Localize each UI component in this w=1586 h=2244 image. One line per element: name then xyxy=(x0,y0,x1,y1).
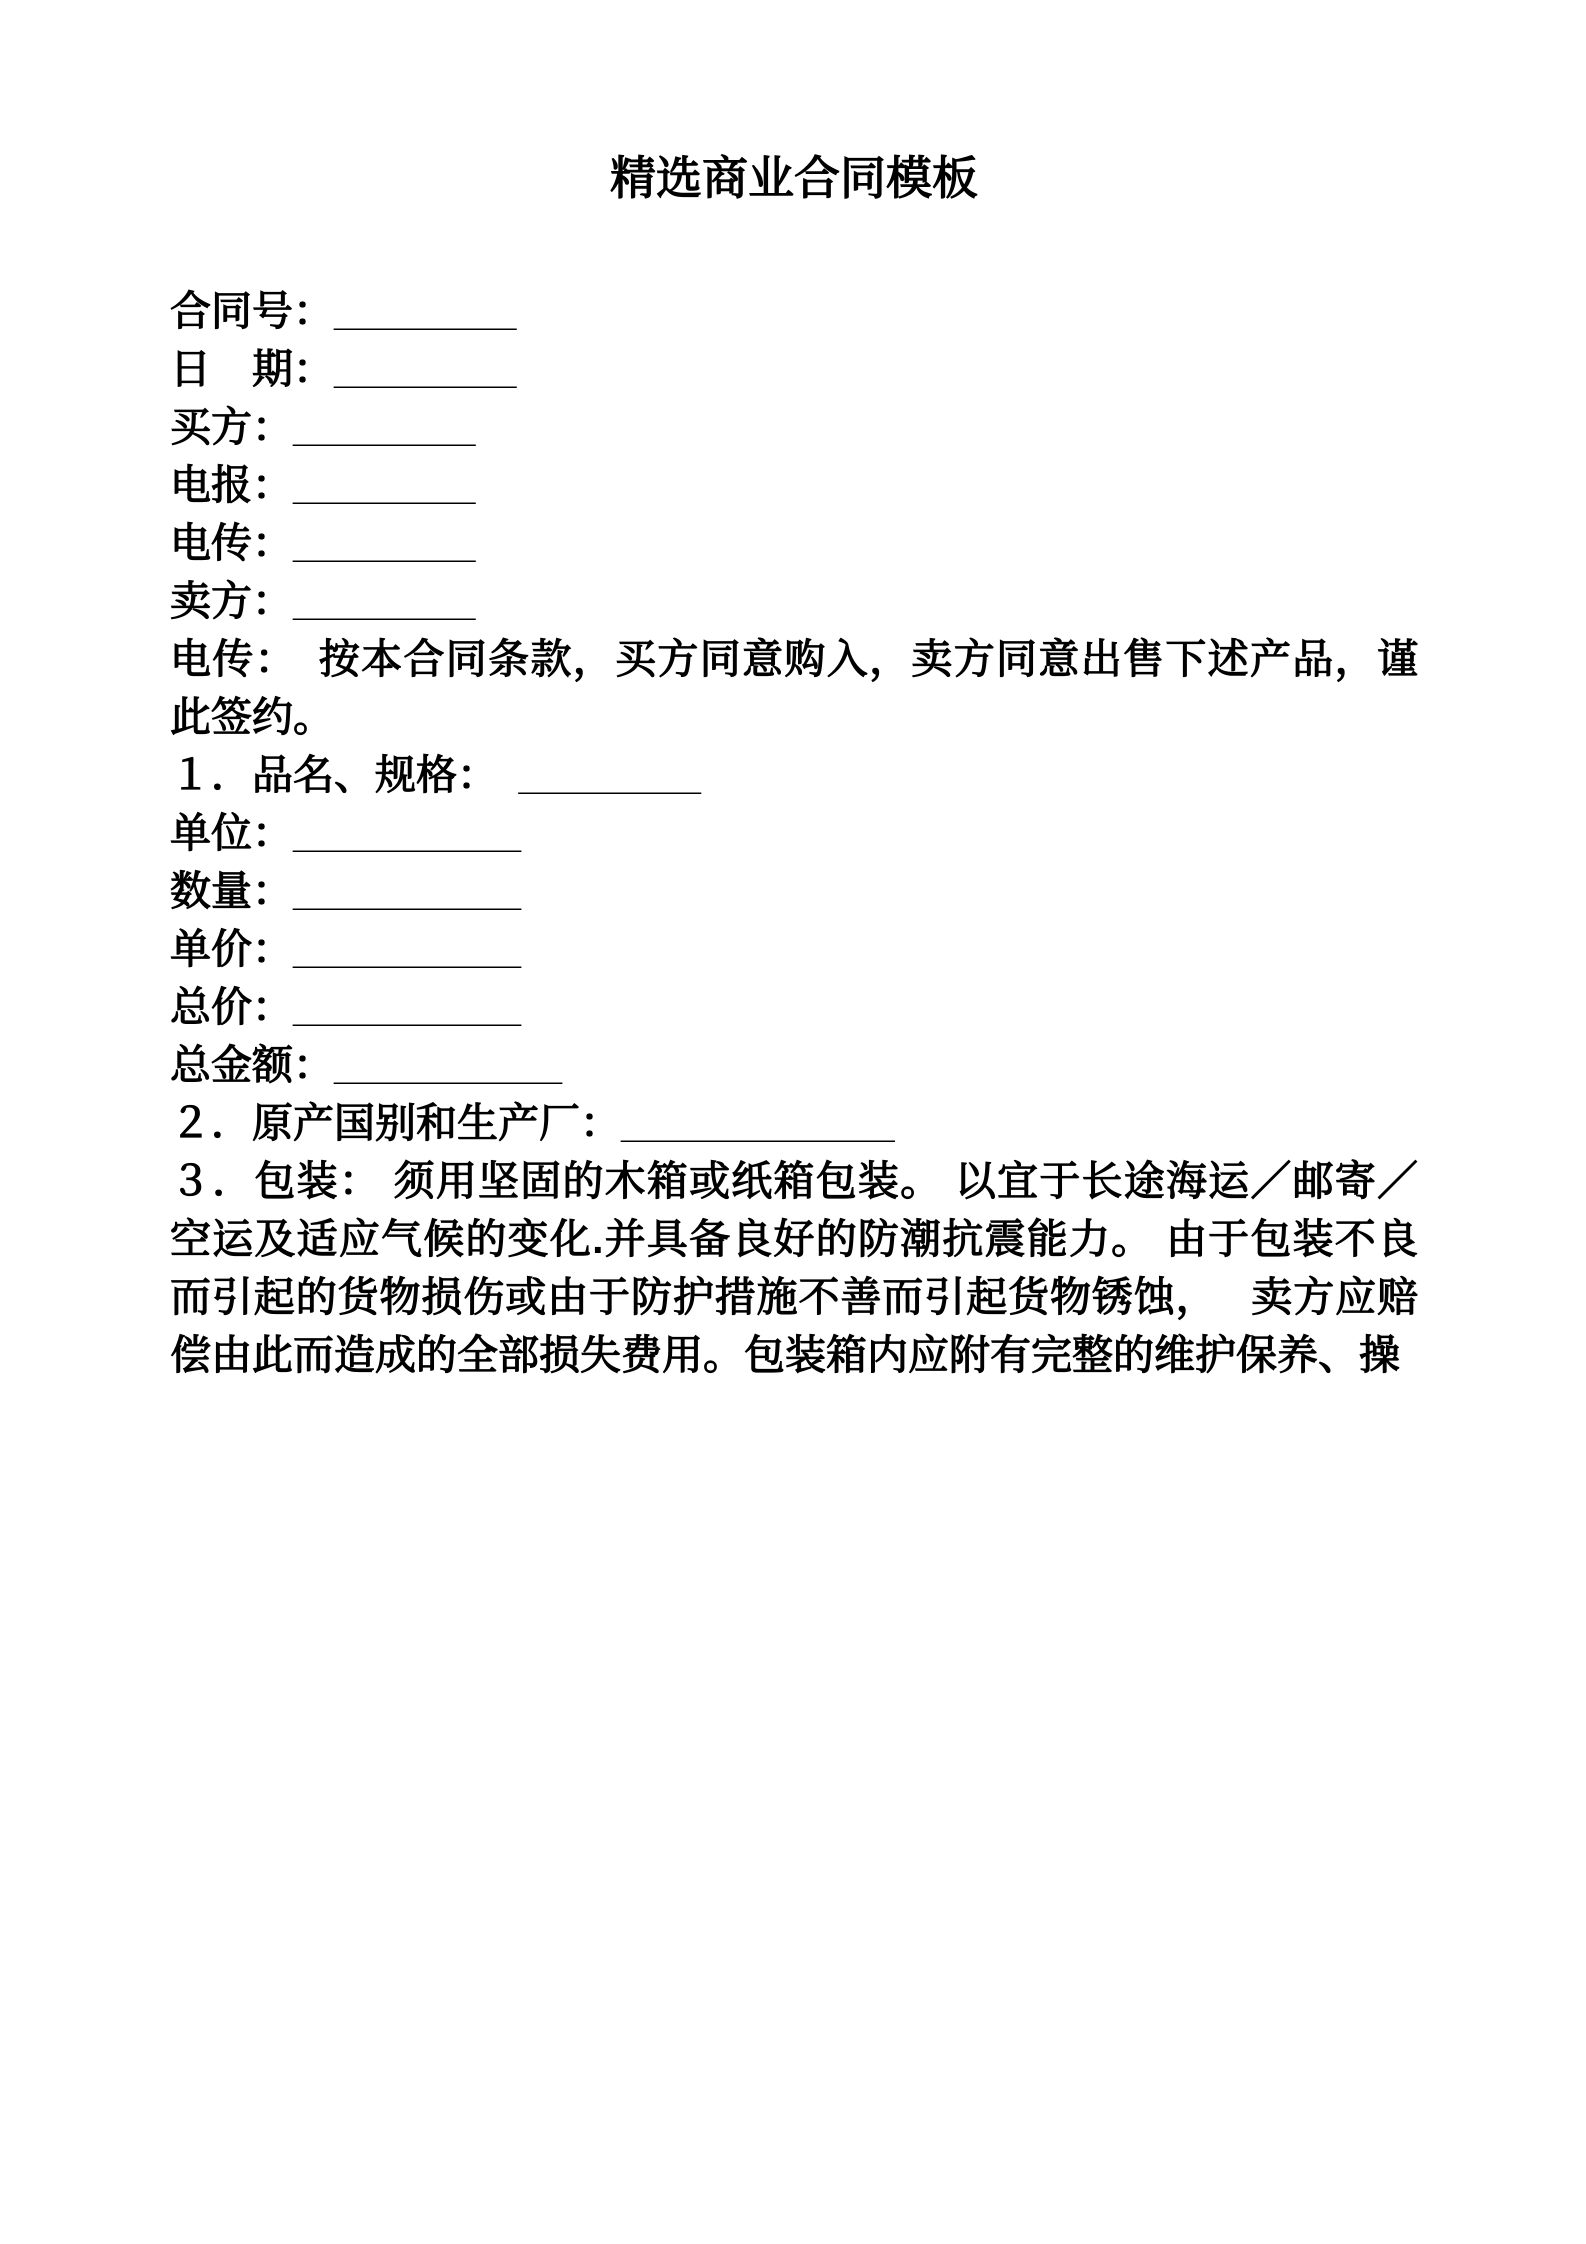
field-total-amount: 总金额：__________ xyxy=(170,1042,563,1088)
field-telex: 电传：________ xyxy=(170,520,476,566)
field-total-price: 总价：__________ xyxy=(170,984,522,1030)
field-cable: 电报：________ xyxy=(170,462,476,508)
clause-3-packing: ３．包装： 须用坚固的木箱或纸箱包装。 以宜于长途海运／邮寄／空运及适应气候的变化.并具备良好的防潮抗震能力。 由于包装不良而引起的货物损伤或由于防护措施不善而引起货物锈蚀， 卖方应赔偿由此而造成的全部损失费用。包装箱内应附有完整的维护保养、操 xyxy=(170,1158,1418,1378)
field-unit: 单位：__________ xyxy=(170,810,522,856)
field-unit-price: 单价：__________ xyxy=(170,926,522,972)
clause-2-origin-and-manufacturer: ２．原产国别和生产厂：____________ xyxy=(170,1100,895,1146)
paragraph-agreement-intro: 电传： 按本合同条款，买方同意购入，卖方同意出售下述产品，谨此签约。 xyxy=(170,636,1418,740)
field-contract-number: 合同号：________ xyxy=(170,288,517,334)
field-buyer: 买方：________ xyxy=(170,404,476,450)
field-date: 日 期：________ xyxy=(170,346,517,392)
clause-1-product-name-spec: １．品名、规格： ________ xyxy=(170,752,701,798)
contract-body xyxy=(170,282,1418,1384)
field-seller: 卖方：________ xyxy=(170,578,476,624)
document-title: 精选商业合同模板 xyxy=(610,152,978,204)
field-quantity: 数量：__________ xyxy=(170,868,522,914)
